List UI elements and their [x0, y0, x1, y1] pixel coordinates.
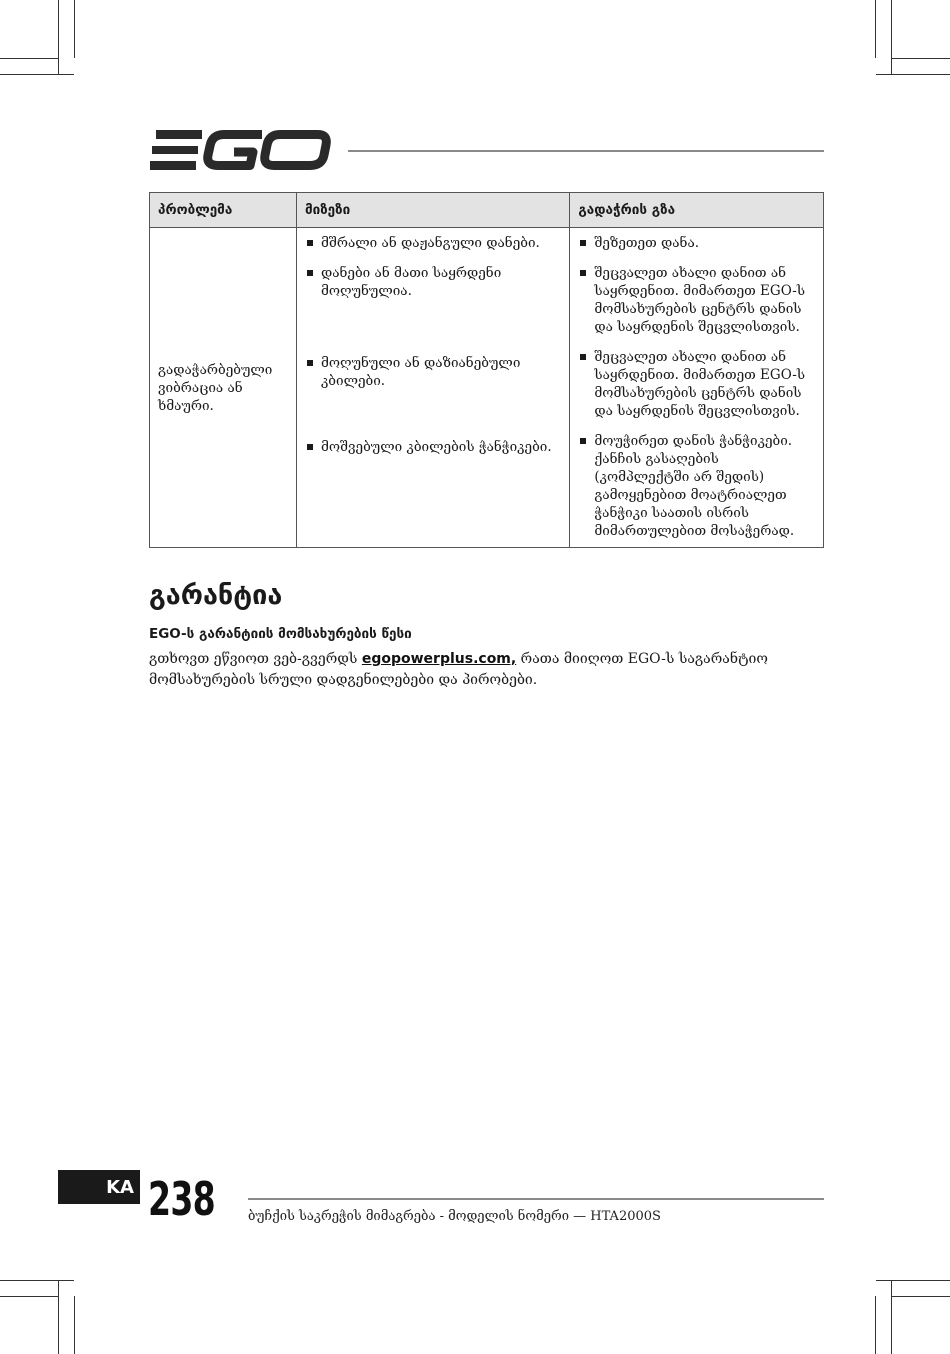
bullet-icon	[307, 360, 313, 366]
crop-mark	[875, 1296, 876, 1354]
bullet-icon	[307, 240, 313, 246]
bullet-icon	[580, 240, 586, 246]
header-rule	[348, 150, 824, 152]
crop-mark	[58, 0, 59, 74]
bullet-icon	[307, 444, 313, 450]
bullet-icon	[580, 270, 586, 276]
warranty-body: გთხოვთ ეწვიოთ ვებ-გვერდს egopowerplus.com, რათა მიიღოთ EGO-ს საგარანტიო მომსახურების სრული დადგენილებები და პირობები.	[149, 651, 768, 688]
solution-item: შეცვალეთ ახალი დანით ან საყრდენით. მიმართეთ EGO-ს მომსახურების ცენტრს დანის და საყრდენის შეცვლისთვის.	[570, 264, 815, 336]
cause-item: მოღუნული ან დაზიანებული კბილები.	[297, 354, 561, 390]
bullet-icon	[580, 438, 586, 444]
cause-item: მშრალი ან დაჟანგული დანები.	[297, 234, 561, 252]
footer-text: ბუჩქის საკრეჭის მიმაგრება - მოდელის ნომერი — HTA2000S	[248, 1209, 661, 1224]
crop-mark	[892, 58, 950, 59]
warranty-link[interactable]: egopowerplus.com,	[361, 651, 517, 667]
crop-mark	[0, 1280, 74, 1281]
crop-mark	[0, 74, 74, 75]
bullet-icon	[307, 270, 313, 276]
crop-mark	[74, 1296, 75, 1354]
solution-item: მოუჭირეთ დანის ჭანჭიკები. ქანჩის გასაღების (კომპლექტში არ შედის) გამოყენებით მოატრიალეთ ჭანჭიკი საათის ისრის მიმართულებით მოსაჭერად.	[570, 432, 815, 540]
warranty-title: გარანტია	[149, 580, 283, 611]
column-header-solution: გადაჭრის გზა	[570, 193, 824, 228]
solution-item: შეზეთეთ დანა.	[570, 234, 815, 252]
language-badge: KA	[58, 1170, 140, 1204]
bullet-icon	[580, 354, 586, 360]
cause-cell	[296, 228, 569, 548]
column-header-problem: პრობლემა	[150, 193, 297, 228]
warranty-subtitle: EGO-ს გარანტიის მომსახურების წესი	[149, 626, 412, 642]
cause-item: დანები ან მათი საყრდენი მოღუნულია.	[297, 264, 561, 300]
ego-logo	[150, 128, 332, 172]
crop-mark	[876, 74, 950, 75]
crop-mark	[891, 0, 892, 74]
crop-mark	[875, 0, 876, 58]
troubleshooting-table	[149, 192, 824, 548]
crop-mark	[0, 58, 58, 59]
crop-mark	[74, 0, 75, 58]
table-row	[150, 228, 824, 548]
cause-item: მოშვებული კბილების ჭანჭიკები.	[297, 438, 561, 456]
crop-mark	[891, 1280, 892, 1354]
footer-rule	[248, 1198, 824, 1200]
column-header-cause: მიზეზი	[296, 193, 569, 228]
crop-mark	[892, 1296, 950, 1297]
page-number: 238	[148, 1172, 215, 1226]
solution-item: შეცვალეთ ახალი დანით ან საყრდენით. მიმართეთ EGO-ს მომსახურების ცენტრს დანის და საყრდენის შეცვლისთვის.	[570, 348, 815, 420]
crop-mark	[0, 1296, 58, 1297]
crop-mark	[58, 1280, 59, 1354]
crop-mark	[876, 1280, 950, 1281]
problem-cell: გადაჭარბებული ვიბრაცია ან ხმაური.	[150, 228, 297, 548]
table-header-row	[150, 193, 824, 228]
solution-cell	[570, 228, 824, 548]
